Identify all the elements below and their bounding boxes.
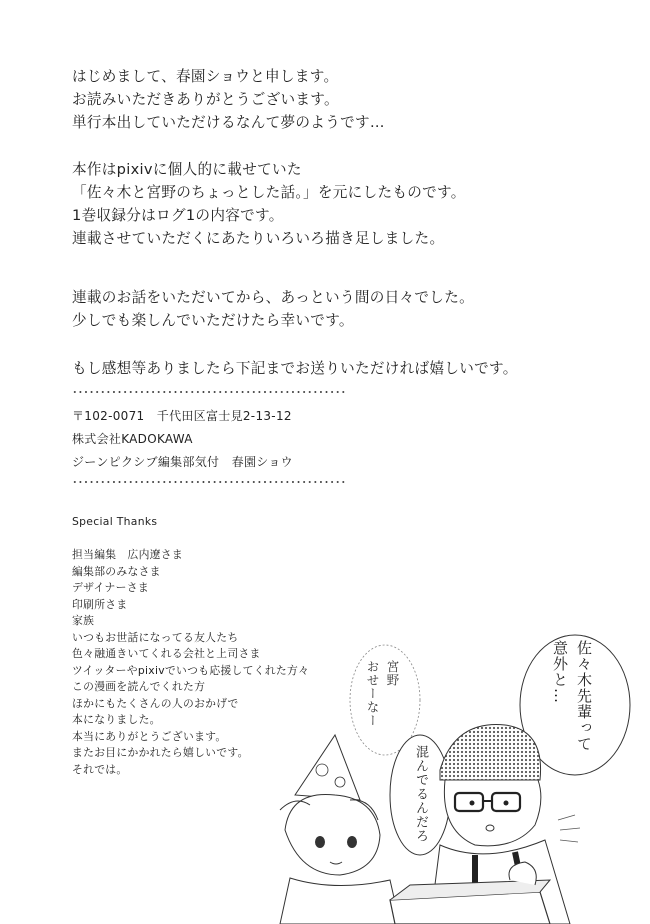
dotted-divider-top	[72, 391, 347, 393]
thanks-item: デザイナーさま	[72, 581, 149, 594]
thanks-item: それでは。	[72, 762, 128, 776]
thanks-item: いつもお世話になってる友人たち	[72, 630, 239, 644]
bubble-right-text	[548, 640, 596, 800]
about-paragraph	[72, 158, 466, 250]
text-line: 1巻収録分はログ1の内容です。	[72, 207, 284, 224]
serial-paragraph	[72, 286, 474, 332]
thanks-item: 本当にありがとうございます。	[72, 729, 227, 743]
address-line: 〒102-0071 千代田区富士見2-13-12	[72, 409, 292, 423]
bubble-line: おせーなー	[365, 660, 380, 728]
thanks-item: ほかにもたくさんの人のおかげで	[72, 696, 239, 710]
address-line: ジーンピクシブ編集部気付 春園ショウ	[72, 455, 293, 469]
bubble-middle-text	[410, 745, 430, 855]
bubble-line: 意外と…	[551, 640, 569, 704]
thanks-item: 編集部のみなさま	[72, 564, 161, 578]
motion-lines	[558, 815, 580, 842]
text-line: 連載のお話をいただいてから、あっという間の日々でした。	[72, 289, 474, 306]
address-line: 株式会社KADOKAWA	[72, 432, 193, 446]
text-line: はじめまして、春園ショウと申します。	[72, 68, 339, 85]
bubble-top-text	[362, 660, 402, 760]
thanks-item: 本になりました。	[72, 713, 161, 726]
text-line: 本作はpixivに個人的に載せていた	[72, 161, 302, 178]
bubble-line: 佐々木先輩って	[575, 640, 593, 752]
thanks-item: 色々融通きいてくれる会社と上司さま	[72, 647, 261, 660]
dotted-divider-bottom	[72, 481, 347, 483]
mailing-address	[72, 405, 293, 474]
thanks-heading: Special Thanks	[72, 515, 158, 528]
text-line: 「佐々木と宮野のちょっとした話。」を元にしたものです。	[72, 184, 466, 201]
thanks-item: 担当編集 広内遼さま	[72, 548, 183, 561]
text-line: 少しでも楽しんでいただけたら幸いです。	[72, 312, 354, 329]
intro-paragraph	[72, 65, 385, 134]
thanks-item: 印刷所さま	[72, 597, 128, 611]
text-line: 単行本出していただけるなんて夢のようです…	[72, 114, 385, 131]
request-line	[72, 357, 518, 380]
text-line: 連載させていただくにあたりいろいろ描き足しました。	[72, 230, 445, 247]
bubble-line: 混んでるんだろ	[413, 745, 428, 843]
character-miyano	[280, 735, 400, 924]
text-line: もし感想等ありましたら下記までお送りいただければ嬉しいです。	[72, 360, 518, 377]
text-line: お読みいただきありがとうございます。	[72, 91, 339, 108]
thanks-item: 家族	[72, 614, 95, 627]
thanks-item: この漫画を読んでくれた方	[72, 680, 206, 693]
bubble-line: 宮野	[385, 660, 400, 687]
thanks-item: ツイッターやpixivでいつも応援してくれた方々	[72, 663, 310, 677]
thanks-item: またお目にかかれたら嬉しいです。	[72, 746, 249, 759]
